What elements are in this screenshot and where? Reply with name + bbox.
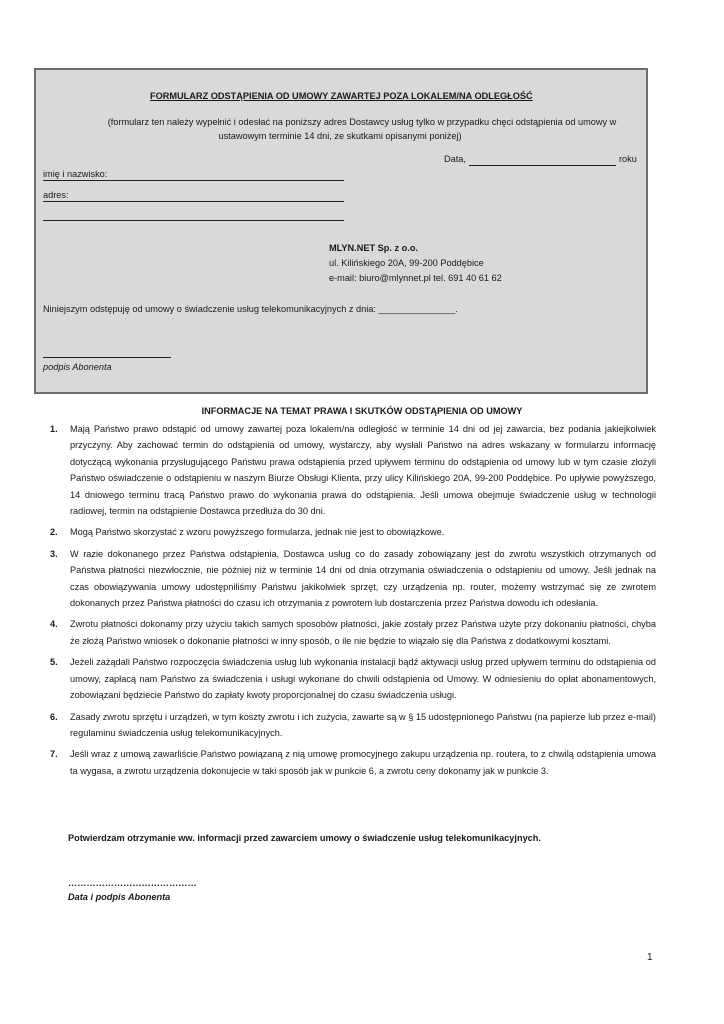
item-text: W razie dokonanego przez Państwa odstąpienia, Dostawca usług co do zasady zobowiązany jest do zwrotu wszystkich otrzymanych od Państwa płatności niezwłocznie, nie później niż w terminie 14 dni od dnia otrzymania oświadczenia o odstąpieniu od umowy. Jeśli jednak na czas obowiązywania umowy udostępniliśmy Państwu jakikolwiek sprzęt, czy urządzenia np. router, możemy wstrzymać się ze zwrotem dokonanych przez Państwa płatności do czasu ich otrzymania z powrotem lub dostarczenia przez Państwa dowodu ich odesłania. — [70, 548, 656, 609]
form-title: FORMULARZ ODSTĄPIENIA OD UMOWY ZAWARTEJ POZA LOKALEM/NA ODLEGŁOŚĆ — [150, 91, 533, 101]
item-number: 1. — [50, 424, 58, 434]
info-title: INFORMACJE NA TEMAT PRAWA I SKUTKÓW ODSTĄPIENIA OD UMOWY — [201, 406, 523, 416]
date-suffix: roku — [619, 154, 637, 164]
signature-label: podpis Abonenta — [43, 362, 112, 372]
list-item — [50, 746, 656, 779]
company-contact: e-mail: biuro@mlynnet.pl tel. 691 40 61 62 — [329, 273, 502, 283]
list-item — [50, 616, 656, 649]
list-item — [50, 709, 656, 742]
form-subtitle-line2: ustawowym terminie 14 dni, ze skutkami opisanymi poniżej) — [218, 131, 462, 141]
list-item — [50, 421, 656, 519]
item-number: 5. — [50, 657, 58, 668]
item-number: 7. — [50, 749, 58, 760]
item-number: 3. — [50, 548, 58, 559]
signature-line[interactable] — [43, 357, 171, 358]
final-signature-label: Data i podpis Abonenta — [68, 892, 171, 902]
declaration-text: Niniejszym odstępuję od umowy o świadczenie usług telekomunikacyjnych z dnia: _______________. — [43, 304, 458, 314]
item-text: Jeśli wraz z umową zawarliście Państwo powiązaną z nią umowę promocyjnego zakupu urządzenia np. routera, to z chwilą odstąpienia umowa ta wygasa, a zwrotu urządzenia dokonujecie w taki sposób jak w punkcie 6, a zwrotu ceny dokonamy jak w punkcie 3. — [70, 749, 656, 776]
page-number: 1 — [647, 952, 653, 963]
list-item — [50, 524, 656, 540]
form-subtitle-line1: (formularz ten należy wypełnić i odesłać na poniższy adres Dostawcy usług tylko w przypadku chęci odstąpienia od umowy w — [107, 117, 617, 127]
list-item — [50, 546, 656, 612]
name-field-line[interactable] — [43, 180, 344, 181]
date-label: Data, — [444, 154, 466, 164]
address-label: adres: — [43, 190, 69, 200]
item-number: 2. — [50, 527, 58, 538]
item-text: Mają Państwo prawo odstąpić od umowy zawartej poza lokalem/na odległość w terminie 14 dni od jej zawarcia, bez podania jakiejkolwiek przyczyny. Aby zachować termin do odstąpienia od umowy, wystarczy, aby wysłali Państwo na adres wskazany w formularzu informację dotyczącą wykonania przysługującego Państwu prawa odstąpienia przed upływem terminu do odstąpienia od umowy lub w tym czasie złożyli Państwo oświadczenie o odstąpieniu w naszym Biurze Obsługi Klienta, przy ulicy Kilińskiego 20A, 99-200 Poddębice. Po upływie powyższego, 14 dniowego terminu tracą Państwo prawo do wykonania prawa do odstąpienia. Jeśli umowa obejmuje świadczenie usług w technologii radiowej, termin na odstąpienie Dostawca przedłuża do 30 dni. — [70, 424, 656, 517]
confirmation-text: Potwierdzam otrzymanie ww. informacji przed zawarciem umowy o świadczenie usług telekomunikacyjnych. — [68, 833, 541, 843]
item-text: Zwrotu płatności dokonamy przy użyciu takich samych sposobów płatności, jakie zostały przez Państwa użyte przy dokonaniu płatności, chyba że złożą Państwo wniosek o dokonanie płatności w inny sposób, o ile nie będzie to wiązało się dla Państwa z dodatkowymi kosztami. — [70, 619, 656, 646]
item-number: 6. — [50, 711, 58, 722]
address-field-line[interactable] — [43, 201, 344, 202]
final-signature-dots[interactable]: …………………………………… — [68, 878, 197, 888]
item-text: Mogą Państwo skorzystać z wzoru powyższego formularza, jednak nie jest to obowiązkowe. — [70, 527, 445, 538]
name-label: imię i nazwisko: — [43, 169, 108, 179]
date-field-line[interactable] — [469, 165, 616, 166]
item-number: 4. — [50, 619, 58, 630]
company-street: ul. Kilińskiego 20A, 99-200 Poddębice — [329, 258, 484, 268]
info-list — [50, 421, 656, 784]
company-name: MLYN.NET Sp. z o.o. — [329, 243, 418, 253]
item-text: Zasady zwrotu sprzętu i urządzeń, w tym koszty zwrotu i ich zużycia, zawarte są w § 15 udostępnionego Państwu (na papierze lub przez e-mail) regulaminu świadczenia usług telekomunikacyjnych. — [70, 711, 656, 738]
list-item — [50, 654, 656, 703]
address-field-line-2[interactable] — [43, 220, 344, 221]
item-text: Jeżeli zażądali Państwo rozpoczęcia świadczenia usług lub wykonania instalacji bądź aktywacji usług przed upływem terminu do odstąpienia od umowy, zapłacą nam Państwo za świadczenia i usługi wykonane do chwili odstąpienia od Umowy. W odniesieniu do opłat abonamentowych, zobowiązani będziecie Państwo do zapłaty kwoty proporcjonalnej do czasu świadczenia usługi. — [70, 657, 656, 701]
